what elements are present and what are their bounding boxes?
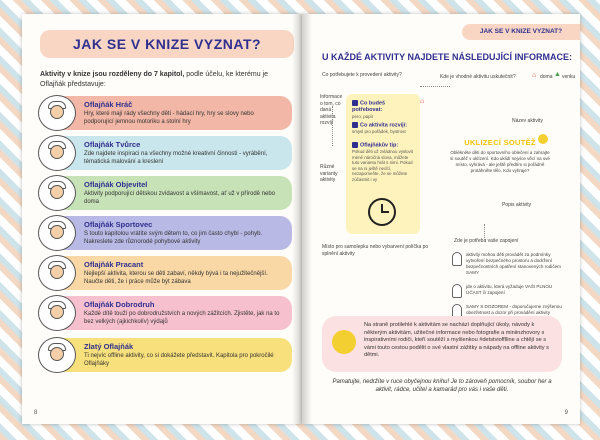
timer-icon (368, 198, 396, 226)
corner-tab: JAK SE V KNIZE VYZNAT? (462, 24, 580, 40)
rule-item (452, 284, 562, 296)
label-variants: Různé varianty aktivity (320, 164, 338, 183)
chapter-card (44, 96, 292, 130)
card-develops (352, 122, 416, 135)
sun-icon (538, 134, 548, 144)
chapter-card (44, 176, 292, 210)
rules-list (452, 252, 562, 324)
chapter-name: Oflajňák Tvůrce (84, 140, 141, 149)
page-number-right: 9 (564, 410, 568, 416)
lightbulb-icon (332, 330, 356, 354)
label-home: doma (540, 74, 553, 80)
rule-text: SAMY S DOZOREM - doporučujeme zvýšenou obezřetnost a dozor při provádění aktivity (466, 304, 562, 315)
intro-text (40, 70, 290, 90)
chapter-card (44, 338, 292, 372)
rule-item (452, 252, 562, 276)
parent-child-icon (452, 284, 462, 298)
label-what-needed: Co potřebujete k provedení aktivity? (322, 72, 402, 78)
label-sticker: Místo pro samolepku nebo vybarvení políčka po splnění aktivity (322, 244, 429, 257)
label-desc: Popis aktivity (502, 202, 532, 208)
character-avatar (38, 337, 76, 373)
card-develops-title: Co aktivita rozvíjí: (360, 122, 408, 129)
right-page (302, 14, 580, 424)
character-avatar (38, 95, 76, 131)
chapter-card (44, 216, 292, 250)
chapter-description: Nejlepší aktivita, kterou se děti zabaví, někdy bývá i ta nejužitečnější. Naučte děti, že i práce může být zábava (84, 271, 268, 285)
character-avatar (38, 135, 76, 171)
label-involvement: Zde je potřeba vaše zapojení (454, 238, 519, 244)
chapter-description: Každé dítě touží po dobrodružstvích a nových zážitcích. Zjistěte, jak na to bez velkých (ajkichkolív) výdajů (84, 311, 280, 325)
chapter-description: Aktivity podporující dětskou zvídavost a všímavost, ať už v přírodě nebo doma (84, 191, 276, 205)
pointer-line (420, 86, 450, 87)
card-develops-text: smysl pro pořádek, bystrost (352, 129, 406, 135)
label-outside: venku (562, 74, 576, 80)
character-avatar (38, 295, 76, 331)
brain-icon (352, 122, 358, 128)
intro-rest: podle účelu, ke kterému je Oflajňák představuje: (40, 71, 268, 88)
character-avatar (38, 255, 76, 291)
label-where: Kde je vhodné aktivitu uskutečnit? (440, 74, 516, 80)
card-needed-title: Co budeš potřebovat: (352, 100, 386, 114)
chapter-description: Ti nejvíc offline aktivity, co si dokážete představit. Kapitola pro pokročilé Oflajňáky (84, 353, 274, 367)
page-number-left: 8 (34, 410, 38, 416)
card-tip-text: Pokud děti už zvládnou vyslovit méně náročná slova, můžete tuto variantu hrát s nimi. Pokud se na ni ještě necítí, nezapomeňte, že se můžete zúčastnit i vy (352, 149, 414, 182)
chapter-name: Zlatý Oflajňák (84, 342, 134, 351)
house-icon-card: ⌂ (420, 98, 425, 105)
chapter-name: Oflajňák Hráč (84, 100, 133, 109)
tree-icon: ▲ (554, 71, 561, 78)
activity-name-block (450, 138, 550, 174)
rule-item (452, 304, 562, 316)
lightbulb-icon (352, 142, 358, 148)
pointer-line (332, 106, 333, 146)
pencil-icon (352, 100, 358, 106)
activity-example-card (346, 94, 420, 234)
label-name: Název aktivity (512, 118, 543, 124)
card-tip (352, 142, 416, 182)
chapter-name: Oflajňák Objevitel (84, 180, 148, 189)
character-avatar (38, 215, 76, 251)
outro-text: Pamatujte, nedržíte v ruce obyčejnou knihu! Je to zároveň pomocník, soubor her a aktivit, rádce, učitel a kamarád pro vás i vaše děti. (332, 379, 552, 393)
child-figure-icon (452, 252, 462, 266)
right-heading: U KAŽDÉ AKTIVITY NAJDETE NÁSLEDUJÍCÍ INFORMACE: (322, 52, 573, 62)
chapter-description: Zde najdete inspiraci na všechny možné kreativní činnosti - vyrábění, tématická malování a kreslení (84, 151, 268, 165)
activity-description: Oblékněte děti do sportovního oblečení a zahrajte si soutěž v uklízení. Kdo uklidí nejvíce věcí na své místo, vyhrává - ale ještě předtím si pořádně protáhněte tělo. Kdo vyhraje? (450, 150, 550, 173)
label-info: Informace o tom, co daná aktivita rozvíjí (320, 94, 343, 126)
chapter-card (44, 296, 292, 330)
chapter-card (44, 136, 292, 170)
card-needed (352, 100, 416, 120)
pointer-line (484, 224, 485, 240)
page-title: JAK SE V KNIZE VYZNAT? (40, 30, 294, 58)
info-box (322, 316, 562, 372)
chapter-description: Hry, které mají rády všechny děti - hádací hry, hry se slovy nebo podporující jemnou motoriku a stolní hry (84, 111, 254, 125)
rule-text: aktivity mohou děti provádět za podmínky vytvoření bezpečného prostoru a dodržení bezpečnostních opatření stanovených rodičem SAMY (466, 252, 561, 275)
book-spread (22, 14, 580, 424)
character-avatar (38, 175, 76, 211)
chapter-description: S touto kapitolou vrátíte svým dětem to, co jim často chybí - pohyb. Nakreslete zde různorodé pohybové aktivity (84, 231, 263, 245)
rule-text: jde o aktivitu, která vyžaduje VAŠI PLNOU ÚČAST či zapojení (466, 284, 553, 295)
chapter-name: Oflajňák Sportovec (84, 220, 153, 229)
activity-name: UKLIZECÍ SOUTĚŽ (464, 138, 536, 147)
chapter-card (44, 256, 292, 290)
info-box-text: Na straně protilehlé k aktivitám se nachází doplňující úkoly, návody k některým aktivitám, užitečné informace nebo fotografie a miniinzhovory s inspirativními rodiči, kteří soutěží s myšlenkou #detstviofflline a chtějí se s vámi touto cestou podělit o své vlastní zážitky a nápady na offline aktivity s dětmi. (364, 322, 549, 358)
card-needed-text: pero, papír (352, 114, 374, 120)
left-page (22, 14, 302, 424)
house-icon: ⌂ (532, 72, 537, 79)
chapter-name: Oflajňák Dobrodruh (84, 300, 155, 309)
chapter-name: Oflajňák Pracant (84, 260, 144, 269)
card-tip-title: Oflajňákův tip: (360, 142, 399, 149)
intro-bold: Aktivity v knize jsou rozděleny do 7 kapitol, (40, 71, 185, 78)
